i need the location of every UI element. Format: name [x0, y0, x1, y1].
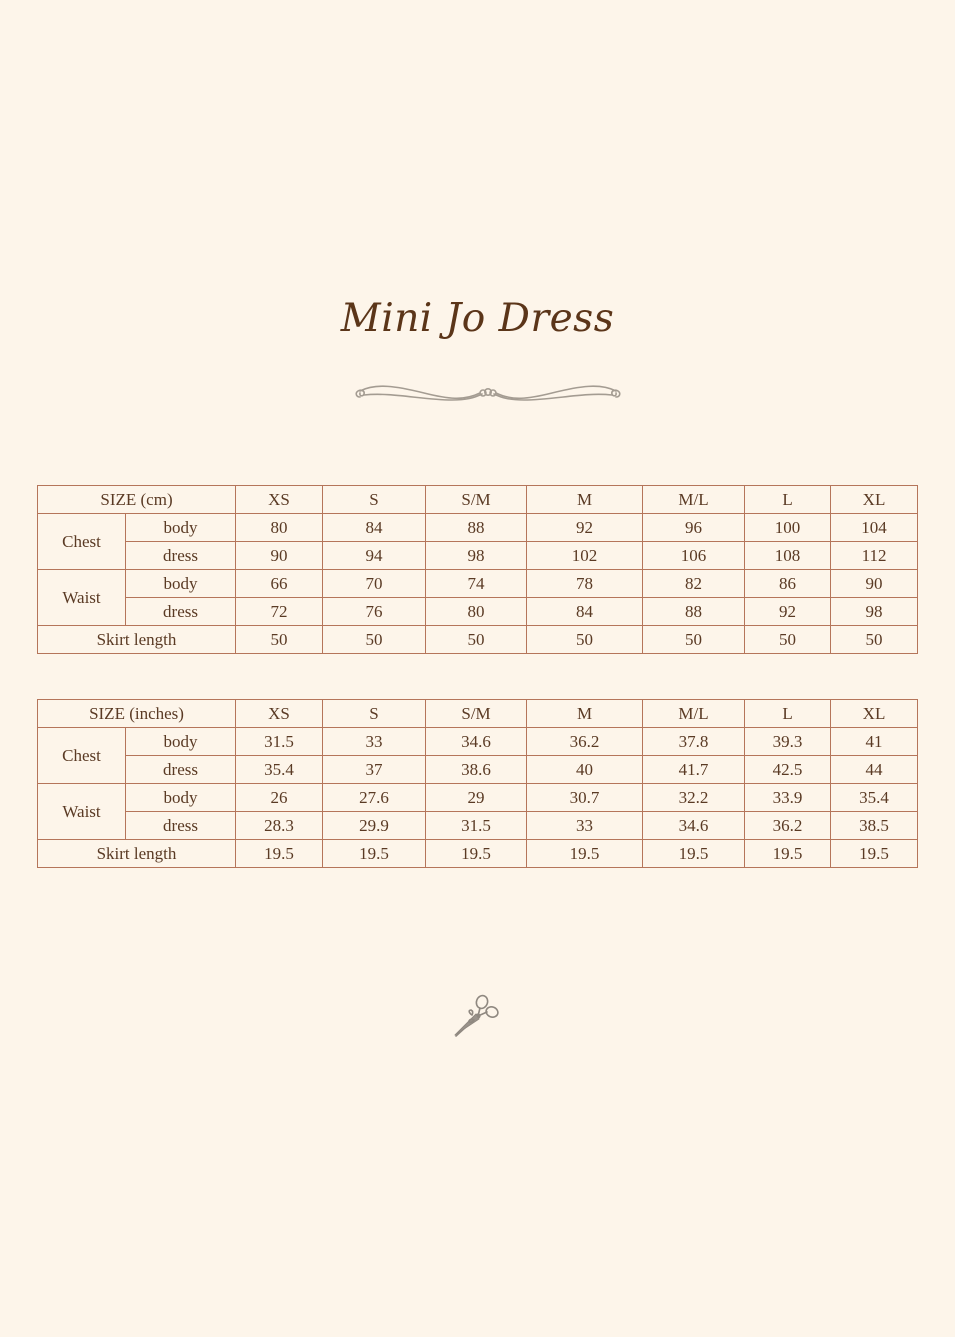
table-cell: 37.8 [643, 728, 745, 756]
table-cell: 32.2 [643, 784, 745, 812]
table-row [38, 514, 918, 542]
table-cell: 36.2 [745, 812, 831, 840]
table-row [38, 570, 918, 598]
sub-label: dress [126, 598, 236, 626]
table-cell: 94 [323, 542, 426, 570]
table-cell: 104 [831, 514, 918, 542]
table-cell: 74 [426, 570, 527, 598]
size-unit-header: SIZE (cm) [38, 486, 236, 514]
measure-label-skirt-length: Skirt length [38, 840, 236, 868]
table-cell: 27.6 [323, 784, 426, 812]
table-cell: 29 [426, 784, 527, 812]
table-cell: 36.2 [527, 728, 643, 756]
table-cell: 50 [426, 626, 527, 654]
table-cell: 80 [426, 598, 527, 626]
table-row [38, 784, 918, 812]
table-cell: 92 [527, 514, 643, 542]
table-cell: 78 [527, 570, 643, 598]
table-cell: 84 [323, 514, 426, 542]
table-row [38, 840, 918, 868]
measure-label-waist: Waist [38, 570, 126, 626]
table-cell: 19.5 [426, 840, 527, 868]
size-table-inches [37, 699, 918, 868]
table-cell: 41.7 [643, 756, 745, 784]
table-cell: 33 [527, 812, 643, 840]
size-table-cm [37, 485, 918, 654]
table-cell: 86 [745, 570, 831, 598]
size-header: M/L [643, 486, 745, 514]
sub-label: body [126, 570, 236, 598]
table-cell: 90 [236, 542, 323, 570]
table-cell: 112 [831, 542, 918, 570]
table-cell: 19.5 [643, 840, 745, 868]
table-cell: 82 [643, 570, 745, 598]
table-cell: 80 [236, 514, 323, 542]
sub-label: body [126, 514, 236, 542]
table-row [38, 728, 918, 756]
table-cell: 50 [236, 626, 323, 654]
measure-label-chest: Chest [38, 728, 126, 784]
table-cell: 29.9 [323, 812, 426, 840]
table-row [38, 598, 918, 626]
table-cell: 50 [831, 626, 918, 654]
table-cell: 76 [323, 598, 426, 626]
sub-label: body [126, 784, 236, 812]
table-row [38, 812, 918, 840]
table-cell: 30.7 [527, 784, 643, 812]
table-cell: 50 [323, 626, 426, 654]
table-cell: 72 [236, 598, 323, 626]
table-cell: 98 [426, 542, 527, 570]
table-cell: 100 [745, 514, 831, 542]
table-cell: 50 [527, 626, 643, 654]
table-cell: 37 [323, 756, 426, 784]
measure-label-skirt-length: Skirt length [38, 626, 236, 654]
size-header: S [323, 700, 426, 728]
table-cell: 38.6 [426, 756, 527, 784]
sub-label: dress [126, 812, 236, 840]
size-header: M/L [643, 700, 745, 728]
page-title: Mini Jo Dress [340, 296, 615, 341]
table-cell: 19.5 [236, 840, 323, 868]
table-cell: 26 [236, 784, 323, 812]
table-cell: 41 [831, 728, 918, 756]
size-header: M [527, 700, 643, 728]
size-header: S/M [426, 486, 527, 514]
table-cell: 35.4 [831, 784, 918, 812]
table-cell: 90 [831, 570, 918, 598]
table-cell: 35.4 [236, 756, 323, 784]
table-cell: 42.5 [745, 756, 831, 784]
table-cell: 19.5 [527, 840, 643, 868]
table-cell: 70 [323, 570, 426, 598]
table-cell: 108 [745, 542, 831, 570]
table-cell: 39.3 [745, 728, 831, 756]
measure-label-waist: Waist [38, 784, 126, 840]
size-header: M [527, 486, 643, 514]
table-cell: 31.5 [426, 812, 527, 840]
table-cell: 66 [236, 570, 323, 598]
table-cell: 88 [643, 598, 745, 626]
size-header: XS [236, 486, 323, 514]
table-header-row [38, 486, 918, 514]
table-header-row [38, 700, 918, 728]
size-header: XS [236, 700, 323, 728]
table-cell: 88 [426, 514, 527, 542]
table-row [38, 542, 918, 570]
table-cell: 96 [643, 514, 745, 542]
table-cell: 40 [527, 756, 643, 784]
size-header: S [323, 486, 426, 514]
table-row [38, 626, 918, 654]
table-cell: 28.3 [236, 812, 323, 840]
table-cell: 33 [323, 728, 426, 756]
table-cell: 19.5 [831, 840, 918, 868]
size-header: XL [831, 486, 918, 514]
table-cell: 50 [643, 626, 745, 654]
sub-label: body [126, 728, 236, 756]
table-cell: 33.9 [745, 784, 831, 812]
size-header: S/M [426, 700, 527, 728]
table-cell: 98 [831, 598, 918, 626]
flourish-divider-icon [352, 380, 624, 408]
table-cell: 102 [527, 542, 643, 570]
measure-label-chest: Chest [38, 514, 126, 570]
table-cell: 84 [527, 598, 643, 626]
table-row [38, 756, 918, 784]
size-header: XL [831, 700, 918, 728]
size-header: L [745, 486, 831, 514]
table-cell: 31.5 [236, 728, 323, 756]
size-unit-header: SIZE (inches) [38, 700, 236, 728]
table-cell: 92 [745, 598, 831, 626]
sub-label: dress [126, 542, 236, 570]
sub-label: dress [126, 756, 236, 784]
table-cell: 106 [643, 542, 745, 570]
table-cell: 34.6 [426, 728, 527, 756]
table-cell: 50 [745, 626, 831, 654]
table-cell: 19.5 [745, 840, 831, 868]
table-cell: 44 [831, 756, 918, 784]
table-cell: 19.5 [323, 840, 426, 868]
scissors-icon [452, 993, 502, 1039]
table-cell: 38.5 [831, 812, 918, 840]
size-header: L [745, 700, 831, 728]
table-cell: 34.6 [643, 812, 745, 840]
